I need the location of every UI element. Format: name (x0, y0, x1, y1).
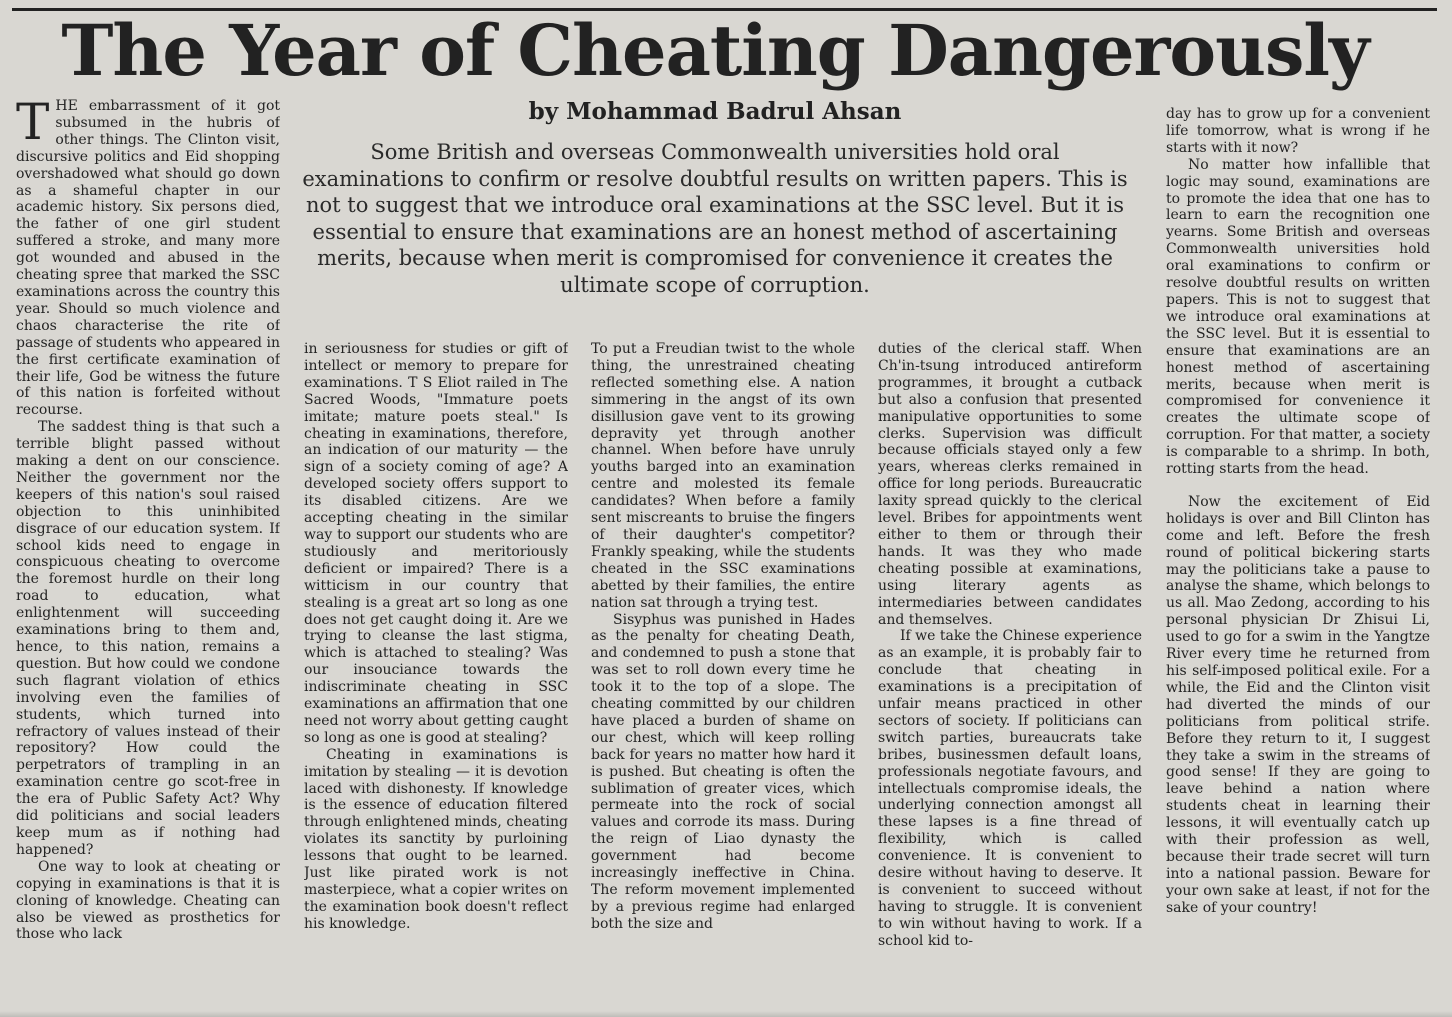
paragraph: in seriousness for studies or gift of intellect or memory to prepare for examinations. T S Eliot railed in The Sacred Woods, "Immature poets imitate; mature poets steal." Is cheating in examinations, therefore, an indication of our maturity — the sign of a society coming of age? A developed society offers support to its disabled citizens. Are we accepting cheating in the similar way to support our students who are studiously and meritoriously deficient or impaired? There is a witticism in our country that stealing is a great art so long as one does not get caught doing it. Are we trying to cleanse the last stigma, which is attached to stealing? Was our insouciance towards the indiscriminate cheating in SSC examinations an affirmation that one need not worry about getting caught so long as one is good at stealing? (304, 341, 568, 746)
column-4 (878, 341, 1142, 1017)
deck-pull-quote: Some British and overseas Commonwealth universities hold oral examinations to confirm or resolve doubtful results on written papers. This is not to suggest that we introduce oral examinations at the SSC level. But it is essential to ensure that examinations are an honest method of ascertaining merits, because when merit is compromised for convenience it creates the ultimate scope of corruption. (302, 140, 1128, 297)
headline: The Year of Cheating Dangerously (61, 9, 1369, 92)
paragraph: One way to look at cheating or copying in examinations is that it is cloning of knowledge. Cheating can also be viewed as prosthetics for those who lack (16, 858, 280, 943)
column-2 (304, 341, 568, 1017)
paragraph: duties of the clerical staff. When Ch'in-tsung introduced antireform programmes, it brought a cutback but also a confusion that presented manipulative opportunities to some clerks. Supervision was difficult because officials stayed only a few years, whereas clerks remained in office for long periods. Bureaucratic laxity spread quickly to the clerical level. Bribes for appointments went either to them or through their hands. It was they who made cheating possible at examinations, using literary agents as intermediaries between candidates and themselves. (878, 341, 1142, 628)
paragraph-text: HE embarrassment of it got subsumed in the hubris of other things. The Clinton visit, discursive politics and Eid shopping overshadowed what should go down as a shameful chapter in our academic history. Six persons died, the father of one girl student suffered a stroke, and many more got wounded and abused in the cheating spree that marked the SSC examinations across the country this year. Should so much violence and chaos characterise the rite of passage of students who appeared in the first certificate examination of their life, God be witness the future of this nation is forfeited without recourse. (16, 98, 280, 419)
paragraph (16, 98, 280, 419)
paragraph: Sisyphus was punished in Hades as the penalty for cheating Death, and condemned to push a stone that was set to roll down every time he took it to the top of a slope. The cheating committed by our children have placed a burden of shame on our chest, which will keep rolling back for years no matter how hard it is pushed. But cheating is often the sublimation of greater vices, which permeate into the rock of social values and corrode its mass. During the reign of Liao dynasty the government had become increasingly ineffective in China. The reform movement implemented by a previous regime had enlarged both the size and (591, 611, 855, 932)
paragraph: The saddest thing is that such a terrible blight passed without making a dent on our conscience. Neither the government nor the keepers of this nation's soul raised objection to this uninhibited disgrace of our education system. If school kids need to engage in conspicuous cheating to overcome the foremost hurdle on their long road to education, what enlightenment will succeeding examinations bring to them and, hence, to this nation, remains a question. But how could we condone such flagrant violation of ethics involving even the families of students, which turned into refractory of values instead of their repository? How could the perpetrators of trampling in an examination centre go scot-free in the era of Public Safety Act? Why did politicians and social leaders keep mum as if nothing had happened? (16, 419, 280, 858)
paragraph: Cheating in examinations is imitation by stealing — it is devotion laced with dishonesty. If knowledge is the essence of education filtered through enlightened minds, cheating violates its sanctity by purloining lessons that ought to be learned. Just like pirated work is not masterpiece, what a copier writes on the examination book doesn't reflect his knowledge. (304, 746, 568, 932)
paragraph: To put a Freudian twist to the whole thing, the unrestrained cheating reflected something else. A nation simmering in the angst of its own disillusion gave vent to its growing depravity yet through another channel. When before have unruly youths barged into an examination centre and molested its female candidates? When before a family sent miscreants to bruise the fingers of their daughter's competitor? Frankly speaking, while the students cheated in the SSC examinations abetted by their families, the entire nation sat through a trying test. (591, 341, 855, 611)
page-edge-shadow (0, 1011, 1452, 1017)
column-3 (591, 341, 855, 1017)
drop-cap: T (16, 98, 50, 151)
byline: by Mohammad Badrul Ahsan (528, 98, 902, 125)
column-1 (16, 98, 280, 1017)
paragraph: No matter how infallible that logic may sound, examinations are to promote the idea that one has to learn to earn the recognition one yearns. Some British and overseas Commonwealth universities hold oral examinations to confirm or resolve doubtful results on written papers. This is not to suggest that we introduce oral examinations at the SSC level. But it is essential to ensure that examinations are an honest method of ascertaining merits, because when merit is compromised for convenience it creates the ultimate scope of corruption. For that matter, a society is comparable to a shrimp. In both, rotting starts from the head. (1166, 156, 1430, 478)
paragraph: Now the excitement of Eid holidays is over and Bill Clinton has come and left. Before the fresh round of political bickering starts may the politicians take a pause to analyse the shame, which belongs to us all. Mao Zedong, according to his personal physician Dr Zhisui Li, used to go for a swim in the Yangtze River every time he returned from his self-imposed political exile. For a while, the Eid and the Clinton visit had diverted the minds of our politicians from political strife. Before they return to it, I suggest they take a swim in the streams of good sense! If they are going to leave behind a nation where students cheat in learning their lessons, it will eventually catch up with their profession as well, because their trade secret will turn into a national passion. Beware for your own sake at least, if not for the sake of your country! (1166, 493, 1430, 916)
paragraph: If we take the Chinese experience as an example, it is probably fair to conclude that cheating in examinations is a precipitation of unfair means practiced in other sectors of society. If politicians can switch parties, bureaucrats take bribes, businessmen default loans, professionals negotiate favours, and intellectuals compromise ideals, the underlying connection amongst all these lapses is a fine thread of flexibility, which is called convenience. It is convenient to desire without having to deserve. It is convenient to succeed without having to struggle. It is convenient to win without having to work. If a school kid to- (878, 628, 1142, 949)
column-5 (1166, 106, 1430, 1017)
paragraph: day has to grow up for a convenient life tomorrow, what is wrong if he starts with it now? (1166, 106, 1430, 156)
